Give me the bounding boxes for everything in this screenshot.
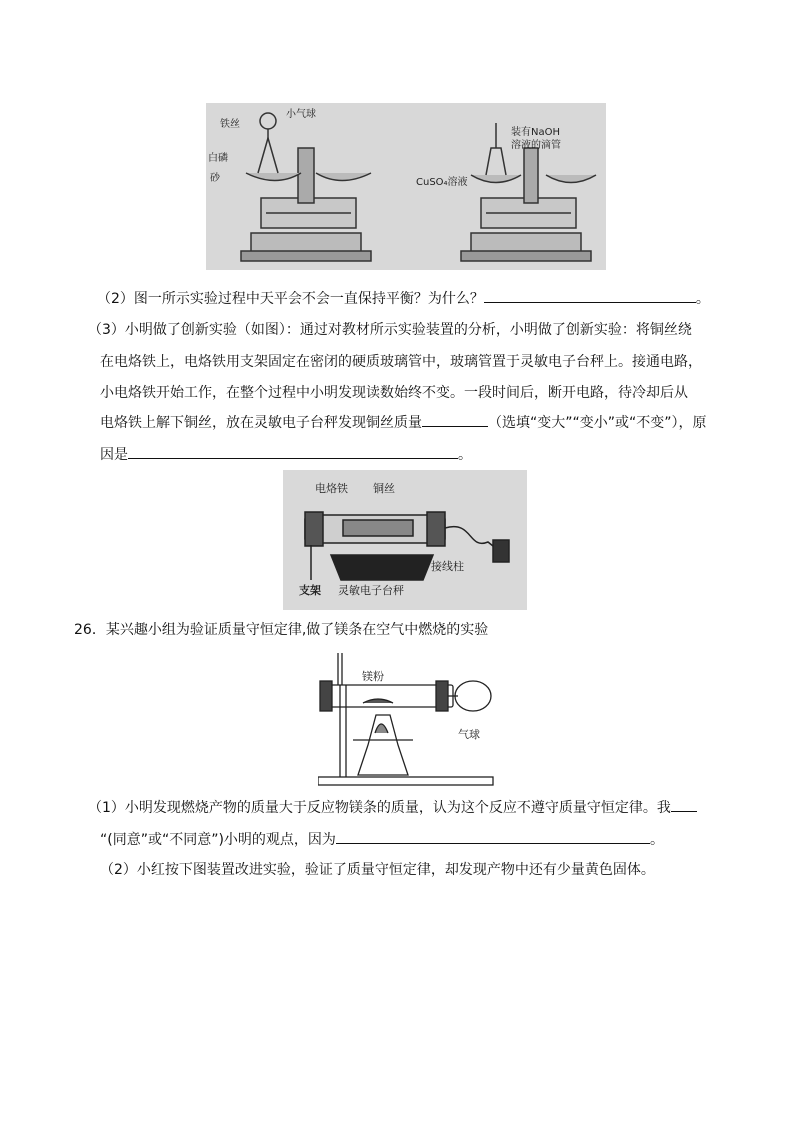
label-dropper-2: 溶液的滴管 (511, 140, 561, 151)
label-white-phosphorus: 白磷 (208, 153, 228, 164)
label-cuso4: CuSO₄溶液 (416, 177, 468, 188)
question-26-1-line-1 (88, 797, 697, 818)
balance-experiment-drawing (206, 103, 606, 270)
question-3-line-3: 小电烙铁开始工作，在整个过程中小明发现读数始终不变。一段时间后，断开电路，待冷却后从 (100, 385, 688, 401)
question-2-end: 。 (695, 291, 710, 307)
question-3-line-1: （3）小明做了创新实验（如图）：通过对教材所示实验装置的分析，小明做了创新实验：将铜丝绕 (88, 322, 692, 338)
question-3-line-5 (100, 444, 472, 465)
question-26-2: （2）小红按下图装置改进实验，验证了质量守恒定律，却发现产物中还有少量黄色固体。 (100, 862, 655, 878)
answer-blank-q2[interactable] (484, 288, 696, 303)
question-3-line-4 (100, 412, 707, 433)
question-26-1-line-2 (100, 829, 664, 850)
label-terminal-post: 接线柱 (431, 560, 464, 573)
label-balloon: 小气球 (286, 109, 316, 120)
question-3-line-2: 在电烙铁上，电烙铁用支架固定在密闭的硬质玻璃管中，玻璃管置于灵敏电子台秤上。接通电路， (100, 354, 702, 370)
magnesium-apparatus-figure (318, 645, 498, 787)
answer-blank-agree[interactable] (671, 797, 697, 812)
label-scale: 灵敏电子台秤 (338, 584, 404, 597)
label-iron-wire: 铁丝 (220, 119, 240, 130)
question-3-line-5a: 因是 (100, 447, 128, 463)
label-balloon-2: 气球 (458, 728, 480, 741)
soldering-iron-figure (283, 470, 527, 610)
label-dropper: 装有NaOH (511, 127, 560, 138)
label-stand: 支架 (299, 584, 321, 597)
label-magnesium-powder: 镁粉 (362, 670, 384, 683)
answer-blank-because[interactable] (336, 829, 650, 844)
question-26-1-line-2-end: 。 (649, 832, 664, 848)
question-26-1-line-2a: “(同意”或“不同意”)小明的观点，因为 (100, 832, 336, 848)
question-2-text: （2）图一所示实验过程中天平会不会一直保持平衡？为什么？ (97, 291, 484, 307)
answer-blank-mass-change[interactable] (422, 412, 488, 427)
question-2 (97, 288, 710, 309)
label-soldering-iron: 电烙铁 (315, 482, 348, 495)
label-copper-wire: 铜丝 (373, 482, 395, 495)
balance-experiment-figure (206, 103, 606, 270)
question-3-line-4b: （选填“变大”“变小”或“不变”），原 (488, 415, 707, 431)
question-3-line-4a: 电烙铁上解下铜丝，放在灵敏电子台秤发现铜丝质量 (100, 415, 422, 431)
question-3-line-5-end: 。 (458, 447, 472, 463)
answer-blank-reason[interactable] (128, 444, 458, 459)
soldering-iron-drawing (283, 470, 527, 610)
label-sand: 砂 (210, 173, 220, 184)
question-26-title: 26．某兴趣小组为验证质量守恒定律,做了镁条在空气中燃烧的实验 (74, 622, 489, 638)
magnesium-apparatus-drawing (318, 645, 498, 787)
question-26-1-line-1a: （1）小明发现燃烧产物的质量大于反应物镁条的质量，认为这个反应不遵守质量守恒定律。我 (88, 800, 671, 816)
